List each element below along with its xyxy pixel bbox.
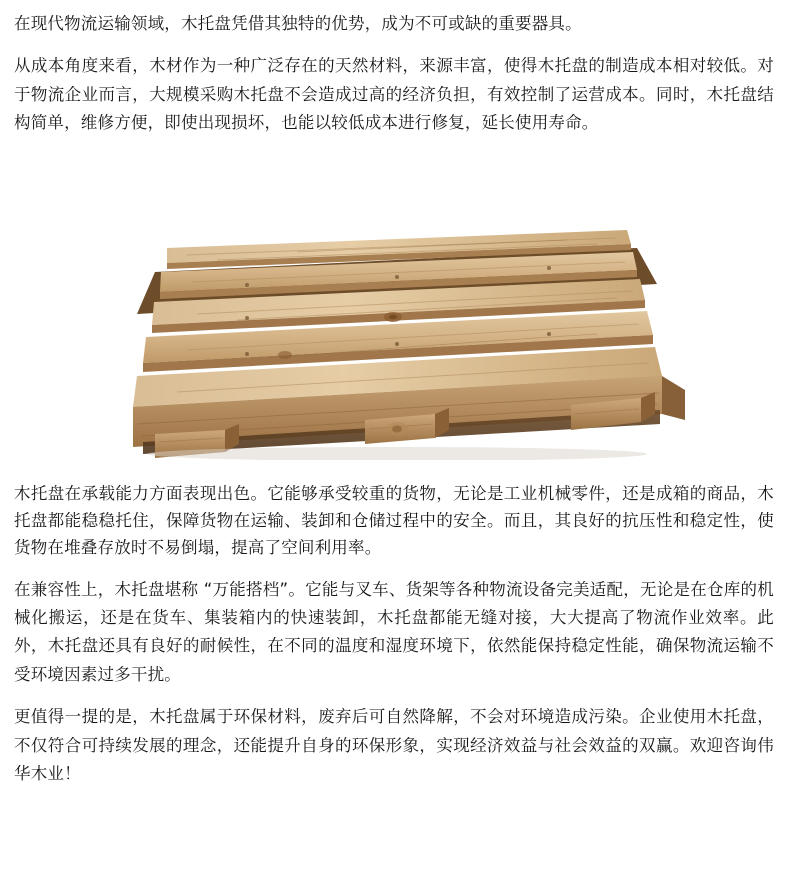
paragraph-5: 更值得一提的是，木托盘属于环保材料，废弃后可自然降解，不会对环境造成污染。企业使用木托盘，不仅符合可持续发展的理念，还能提升自身的环保形象，实现经济效益与社会效益的双赢。欢迎咨询伟华木业！: [14, 707, 774, 783]
paragraph-3: 木托盘在承载能力方面表现出色。它能够承受较重的货物，无论是工业机械零件，还是成箱的商品，木托盘都能稳稳托住，保障货物在运输、装卸和仓储过程中的安全。而且，其良好的抗压性和稳定性，使货物在堆叠存放时不易倒塌，提高了空间利用率。: [14, 483, 774, 558]
figure-wooden-pallet: [14, 152, 774, 464]
wooden-pallet-photo: [97, 152, 692, 460]
paragraph-1: 在现代物流运输领域，木托盘凭借其独特的优势，成为不可或缺的重要器具。: [14, 14, 582, 33]
paragraph-2: 从成本角度来看，木材作为一种广泛存在的天然材料，来源丰富，使得木托盘的制造成本相对较低。对于物流企业而言，大规模采购木托盘不会造成过高的经济负担，有效控制了运营成本。同时，木托盘结构简单，维修方便，即使出现损坏，也能以较低成本进行修复，延长使用寿命。: [14, 56, 774, 133]
paragraph-4: 在兼容性上，木托盘堪称 “万能搭档”。它能与叉车、货架等各种物流设备完美适配，无论是在仓库的机械化搬运，还是在货车、集装箱内的快速装卸，木托盘都能无缝对接，大大提高了物流作业效率。此外，木托盘还具有良好的耐候性，在不同的温度和湿度环境下，依然能保持稳定性能，确保物流运输不受环境因素过多干扰。: [14, 579, 774, 684]
